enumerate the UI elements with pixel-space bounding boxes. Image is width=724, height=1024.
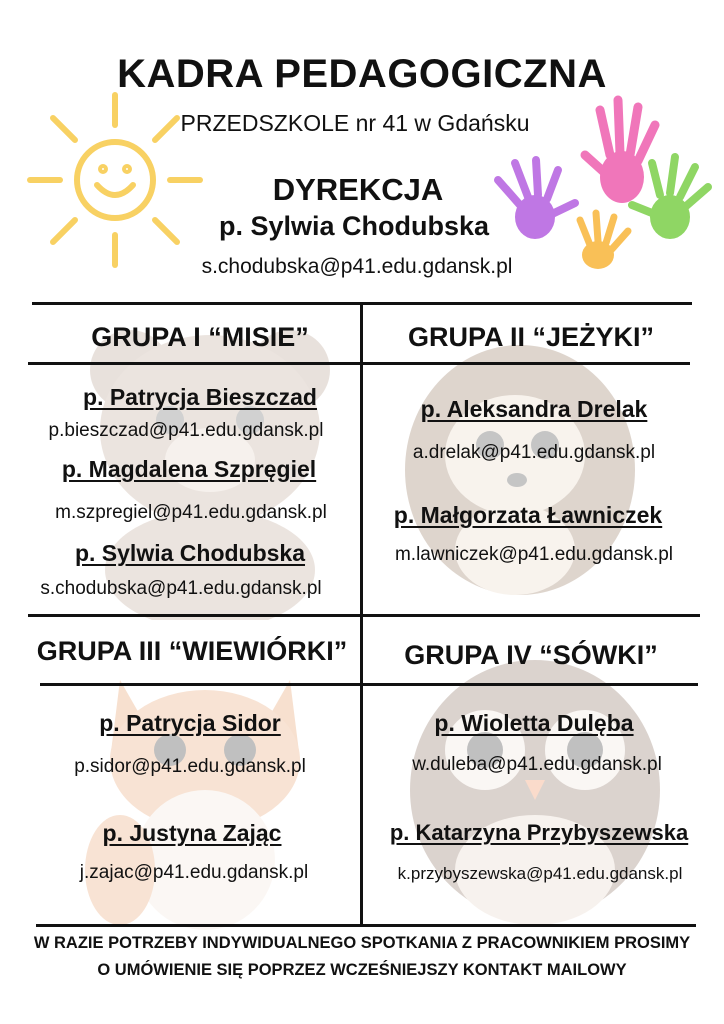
teacher-name: p. Magdalena Szpręgiel [61, 456, 317, 482]
divider-bottom [36, 924, 696, 927]
teacher-email: p.sidor@p41.edu.gdansk.pl [74, 756, 306, 777]
group-2-title: GRUPA II “JEŻYKI” [407, 322, 655, 352]
teacher-email: j.zajac@p41.edu.gdansk.pl [79, 862, 309, 883]
hedgehog-illustration [395, 330, 645, 610]
teacher-name: p. Aleksandra Drelak [420, 396, 648, 422]
divider-header-row-1 [28, 362, 690, 365]
teacher-email: m.szpregiel@p41.edu.gdansk.pl [55, 502, 327, 523]
divider-middle [28, 614, 700, 617]
page-title: KADRA PEDAGOGICZNA [117, 52, 607, 96]
footer-note: W RAZIE POTRZEBY INDYWIDUALNEGO SPOTKANIA Z PRACOWNIKIEM PROSIMY O UMÓWIENIE SIĘ POPRZEZ WCZEŚNIEJSZY KONTAKT MAILOWY [33, 934, 691, 979]
teacher-name: p. Justyna Zając [102, 820, 282, 846]
teacher-name: p. Sylwia Chodubska [74, 540, 306, 566]
teacher-name: p. Katarzyna Przybyszewska [389, 820, 689, 845]
teacher-email: s.chodubska@p41.edu.gdansk.pl [40, 578, 322, 599]
teacher-email: p.bieszczad@p41.edu.gdansk.pl [48, 420, 324, 441]
group-3-title: GRUPA III “WIEWIÓRKI” [36, 636, 348, 666]
teacher-email: w.duleba@p41.edu.gdansk.pl [412, 754, 662, 775]
teacher-name: p. Patrycja Sidor [99, 710, 281, 736]
page-subtitle: PRZEDSZKOLE nr 41 w Gdańsku [180, 110, 530, 136]
teacher-name: p. Wioletta Dulęba [434, 710, 634, 736]
teacher-email: a.drelak@p41.edu.gdansk.pl [412, 442, 656, 463]
director-email: s.chodubska@p41.edu.gdansk.pl [201, 255, 513, 278]
teacher-email: k.przybyszewska@p41.edu.gdansk.pl [397, 864, 683, 883]
divider-header-row-2 [40, 683, 698, 686]
directorate-heading: DYREKCJA [272, 172, 444, 207]
group-1-title: GRUPA I “MISIE” [91, 322, 309, 352]
teacher-name: p. Patrycja Bieszczad [83, 384, 317, 410]
teacher-email: m.lawniczek@p41.edu.gdansk.pl [394, 544, 674, 565]
teacher-name: p. Małgorzata Ławniczek [393, 502, 663, 528]
director-name: p. Sylwia Chodubska [218, 211, 490, 241]
group-4-title: GRUPA IV “SÓWKI” [404, 640, 658, 670]
